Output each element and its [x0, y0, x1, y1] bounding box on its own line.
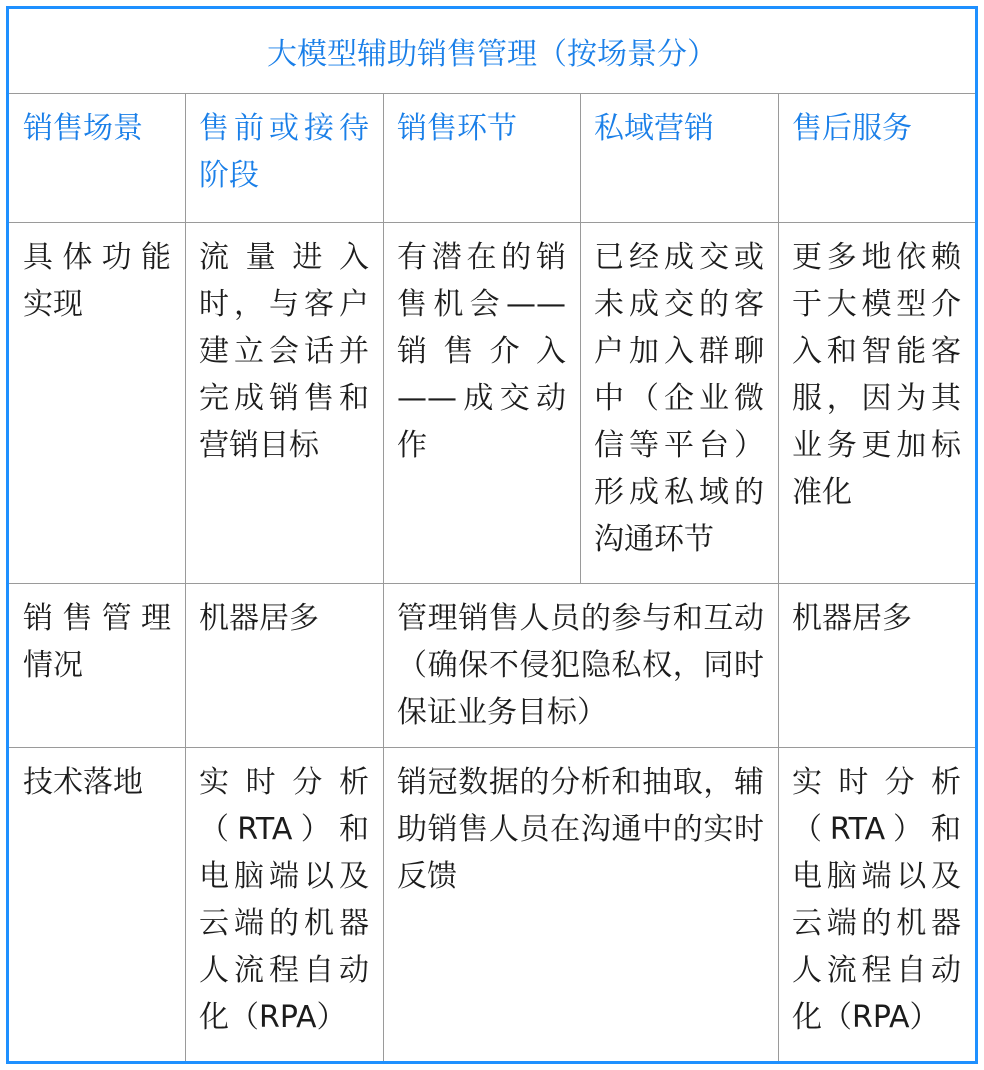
header-cell-after-sales: 售后服务 [792, 111, 912, 146]
header-cell-private-domain: 私域营销 [594, 111, 714, 146]
cell-function-presale: 流量进入时，与客户建立会话并完成销售和营销目标 [199, 240, 369, 463]
row-label-function: 具体功能实现 [23, 240, 171, 322]
cell-function-private-domain: 已经成交或未成交的客户加入群聊中（企业微信等平台）形成私域的沟通环节 [594, 240, 764, 557]
cell-function-after-sales: 更多地依赖于大模型介入和智能客服，因为其业务更加标准化 [792, 240, 961, 510]
cell-technology-sales-private: 销冠数据的分析和抽取，辅助销售人员在沟通中的实时反馈 [397, 765, 764, 894]
header-cell-sales: 销售环节 [397, 111, 517, 146]
table-title: 大模型辅助销售管理（按场景分） [9, 9, 975, 94]
table-frame [6, 6, 978, 1064]
header-cell-presale: 售前或接待阶段 [199, 111, 369, 193]
cell-technology-presale: 实时分析（RTA）和电脑端以及云端的机器人流程自动化（RPA） [199, 765, 369, 1035]
row-label-technology: 技术落地 [23, 765, 143, 800]
cell-management-after-sales: 机器居多 [792, 601, 912, 636]
cell-technology-after-sales: 实时分析（RTA）和电脑端以及云端的机器人流程自动化（RPA） [792, 765, 961, 1035]
cell-management-presale: 机器居多 [199, 601, 319, 636]
header-cell-scene: 销售场景 [23, 111, 143, 146]
row-label-management: 销售管理情况 [23, 601, 171, 683]
cell-function-sales: 有潜在的销售机会——销售介入——成交动作 [397, 240, 566, 463]
cell-management-sales-private: 管理销售人员的参与和互动（确保不侵犯隐私权，同时保证业务目标） [397, 601, 764, 730]
